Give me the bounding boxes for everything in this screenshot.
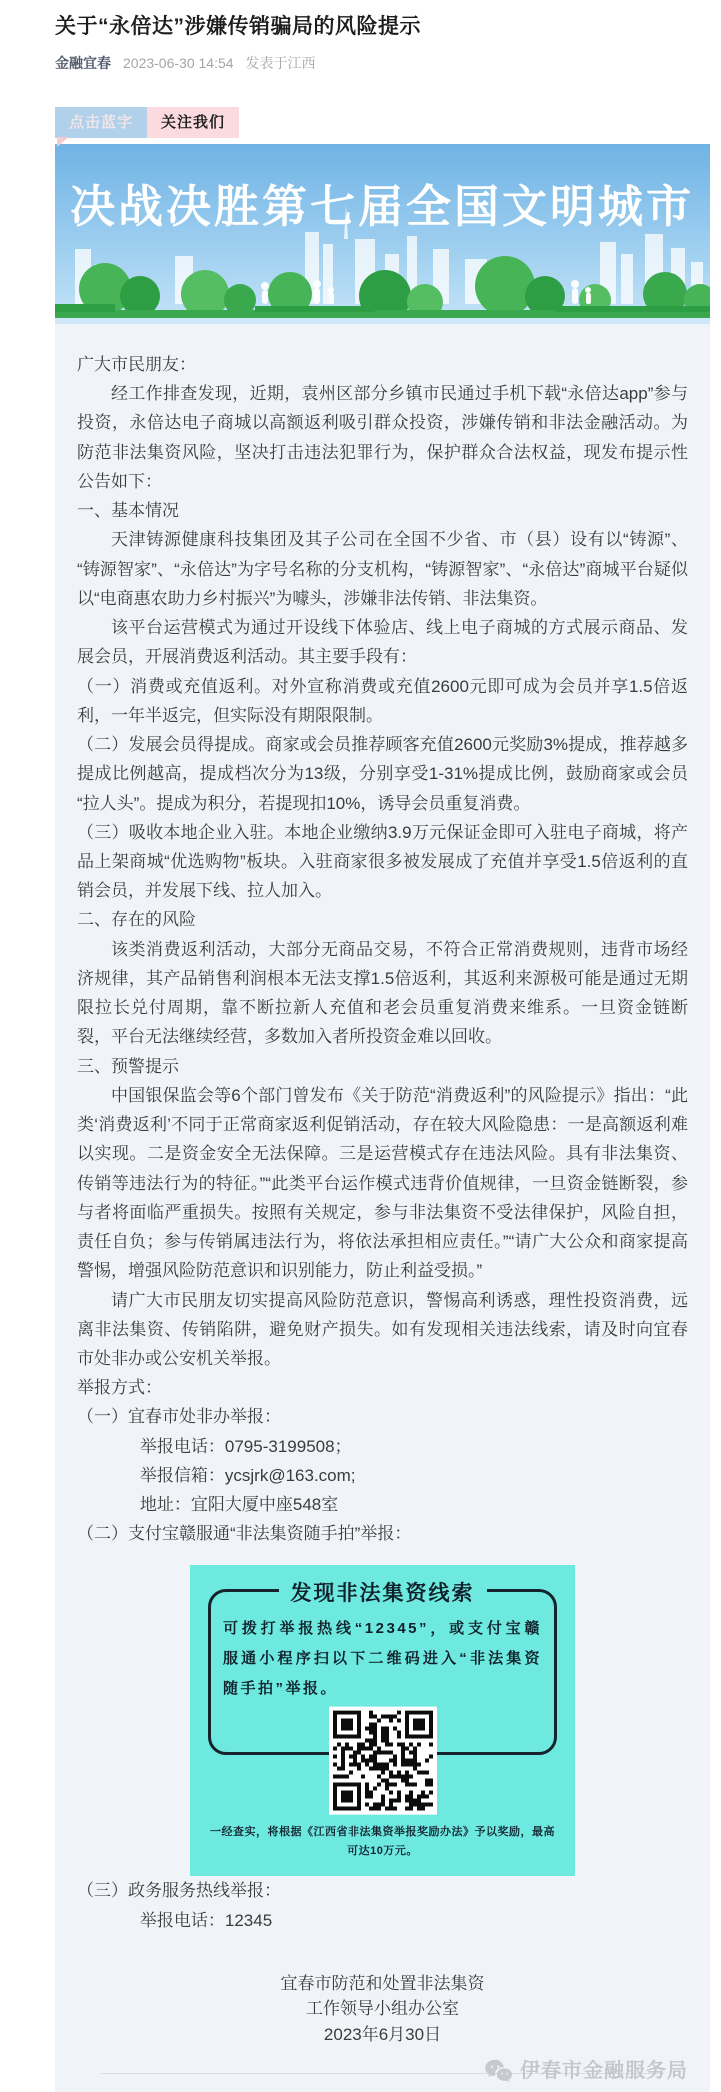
method-item-2: （二）发展会员得提成。商家或会员推荐顾客充值2600元奖励3%提成，推荐越多提成比例越高，提成档次分为13级，分别享受1-31%提成比例，鼓励商家或会员“拉人头”。提成为积分，若提现扣10%，诱导会员重复消费。 [77,735,688,813]
section1-title: 一、基本情况 [77,501,179,521]
article-text [55,324,710,2082]
method-item-1: （一）消费或充值返利。对外宣称消费或充值2600元即可成为会员并享1.5倍返利，一年半返完，但实际没有期限限制。 [77,676,688,725]
report1-email: 举报信箱：ycsjrk@163.com; [139,1465,356,1485]
card-footer [77,2060,688,2082]
salutation: 广大市民朋友： [77,355,196,374]
report1-address: 地址：宜阳大厦中座548室 [139,1495,339,1515]
section2-paragraph1: 该类消费返利活动，大部分无商品交易，不符合正常消费规则，违背市场经济规律，其产品销售利润根本无法支撑1.5倍返利，其返利来源极可能是通过无期限拉长兑付周期，靠不断拉新人充值和老会员重复消费来维系。一旦资金链断裂，平台无法继续经营，多数加入者所投资金难以回收。 [77,939,688,1047]
notice-footnote: 一经查实，将根据《江西省非法集资举报奖励办法》予以奖励，最高可达10万元。 [210,1825,555,1857]
publish-time: 2023-06-30 14:54 [123,55,234,71]
report3-phone: 举报电话：12345 [139,1910,273,1930]
chip-tail-decoration [57,137,69,147]
report-methods-header: 举报方式： [77,1378,162,1398]
watermark-text: 伊春市金融服务局 [520,2060,688,2082]
click-blue-chip[interactable]: 点击蓝字 [55,107,147,138]
publish-location: 发表于江西 [245,55,316,71]
section1-paragraph2: 该平台运营模式为通过开设线下体验店、线上电子商城的方式展示商品、发展会员，开展消费返利活动。其主要手段有： [77,618,688,667]
signature-date: 2023年6月30日 [323,2024,442,2044]
section3-paragraph2: 请广大市民朋友切实提高风险防范意识，警惕高利诱惑，理性投资消费，远离非法集资、传销陷阱，避免财产损失。如有发现相关违法线索，请及时向宜春市处非办或公安机关举报。 [77,1290,688,1368]
civilized-city-banner-image [55,144,710,324]
report1-phone: 举报电话：0795-3199508； [139,1436,352,1456]
report-item-1: （一）宜春市处非办举报： [77,1407,281,1427]
report-item-3: （三）政务服务热线举报： [77,1881,281,1901]
notice-title: 发现非法集资线索 [279,1576,487,1612]
watermark [484,2054,688,2088]
illegal-fundraising-notice-box [190,1565,575,1877]
wechat-icon [484,2058,514,2084]
account-name-link[interactable]: 金融宜春 [55,55,111,71]
report-item-2: （二）支付宝赣服通“非法集资随手拍”举报： [77,1524,412,1544]
qr-code [329,1706,437,1814]
signature-line1: 宜春市防范和处置非法集资 [280,1973,485,1993]
signature-block [77,1971,688,2048]
notice-body-text: 可拨打举报热线“12345”，或支付宝赣服通小程序扫以下二维码进入“非法集资随手拍”举报。 [223,1619,542,1697]
notice-frame [208,1581,557,1755]
section3-paragraph1: 中国银保监会等6个部门曾发布《关于防范“消费返利”的风险提示》指出：“此类‘消费返利’不同于正常商家返利促销活动，存在较大风险隐患：一是高额返利难以实现。二是资金安全无法保障。三是运营模式存在违法风险。具有非法集资、传销等违法行为的特征。”“此类平台运作模式违背价值规律，一旦资金链断裂，参与者将面临严重损失。按照有关规定，参与非法集资不受法律保护，风险自担，责任自负；参与传销属违法行为，将依法承担相应责任。”“请广大公众和商家提高警惕，增强风险防范意识和识别能力，防止利益受损。” [77,1085,688,1281]
signature-line2: 工作领导小组办公室 [306,1999,459,2019]
banner-slogan-text: 决战决胜第七届全国文明城市 [69,181,695,232]
method-item-3: （三）吸收本地企业入驻。本地企业缴纳3.9万元保证金即可入驻电子商城，将产品上架商城“优选购物”板块。入驻商家很多被发展成了充值并享受1.5倍返利的直销会员，并发展下线、拉人加入。 [77,822,688,901]
section2-title: 二、存在的风险 [77,910,196,930]
article-body-card [55,144,710,2092]
follow-us-button[interactable]: 关注我们 [147,107,239,138]
article-header [0,0,721,138]
section1-paragraph1: 天津铸源健康科技集团及其子公司在全国不少省、市（县）设有以“铸源”、“铸源智家”、“永倍达”为字号名称的分支机构，“铸源智家”、“永倍达”商城平台疑似以“电商惠农助力乡村振兴”为噱头，涉嫌非法传销、非法集资。 [77,530,688,608]
page-title: 关于“永倍达”涉嫌传销骗局的风险提示 [55,15,421,38]
section3-title: 三、预警提示 [77,1056,179,1076]
intro-paragraph: 经工作排查发现，近期，袁州区部分乡镇市民通过手机下载“永倍达app”参与投资，永倍达电子商城以高额返利吸引群众投资，涉嫌传销和非法金融活动。为防范非法集资风险，坚决打击违法犯罪行为，保护群众合法权益，现发布提示性公告如下： [77,384,688,491]
follow-banner[interactable] [55,107,239,138]
byline [55,53,711,73]
